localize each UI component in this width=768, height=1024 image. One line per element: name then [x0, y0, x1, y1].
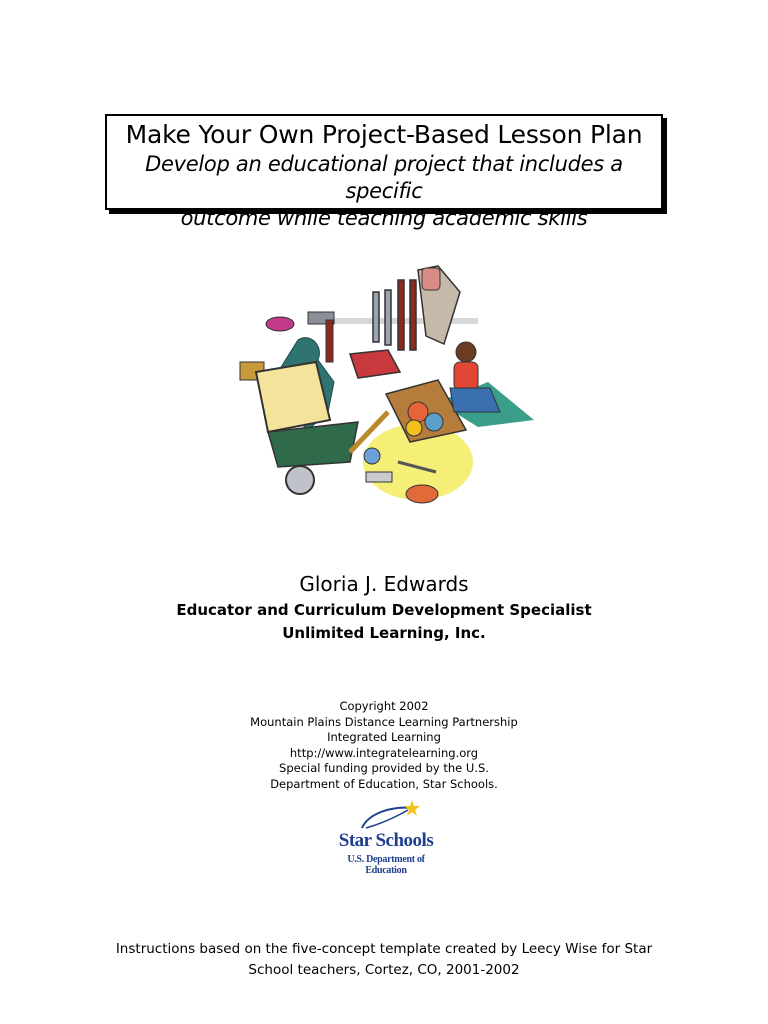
author-organization: Unlimited Learning, Inc.	[282, 624, 486, 642]
author-role: Educator and Curriculum Development Specialist	[176, 601, 592, 619]
tools-and-workers-clipart-icon	[238, 262, 534, 518]
copyright-line: Copyright 2002	[339, 699, 429, 713]
subtitle-line-2: outcome while teaching academic skills	[180, 206, 588, 230]
author-name: Gloria J. Edwards	[299, 572, 469, 596]
logo-title: Star Schools	[338, 830, 434, 851]
copyright-block	[0, 699, 768, 792]
copyright-line: Department of Education, Star Schools.	[270, 776, 498, 791]
copyright-line: Mountain Plains Distance Learning Partnership	[250, 714, 518, 729]
star-schools-logo	[328, 798, 444, 876]
footer-line-1: Instructions based on the five-concept template created by Leecy Wise for Star	[115, 941, 653, 957]
page-title: Make Your Own Project-Based Lesson Plan	[125, 120, 643, 149]
copyright-line: Integrated Learning	[327, 730, 441, 744]
subtitle-line-1: Develop an educational project that includes a specific	[145, 152, 623, 203]
copyright-line: Special funding provided by the U.S.	[279, 761, 489, 775]
copyright-line: http://www.integratelearning.org	[289, 745, 479, 760]
title-box	[105, 114, 663, 230]
footer-line-2: School teachers, Cortez, CO, 2001-2002	[248, 962, 520, 978]
logo-subtitle: U.S. Department of Education	[347, 854, 425, 876]
star-swoosh-icon	[328, 798, 444, 834]
footer-note	[0, 939, 768, 981]
